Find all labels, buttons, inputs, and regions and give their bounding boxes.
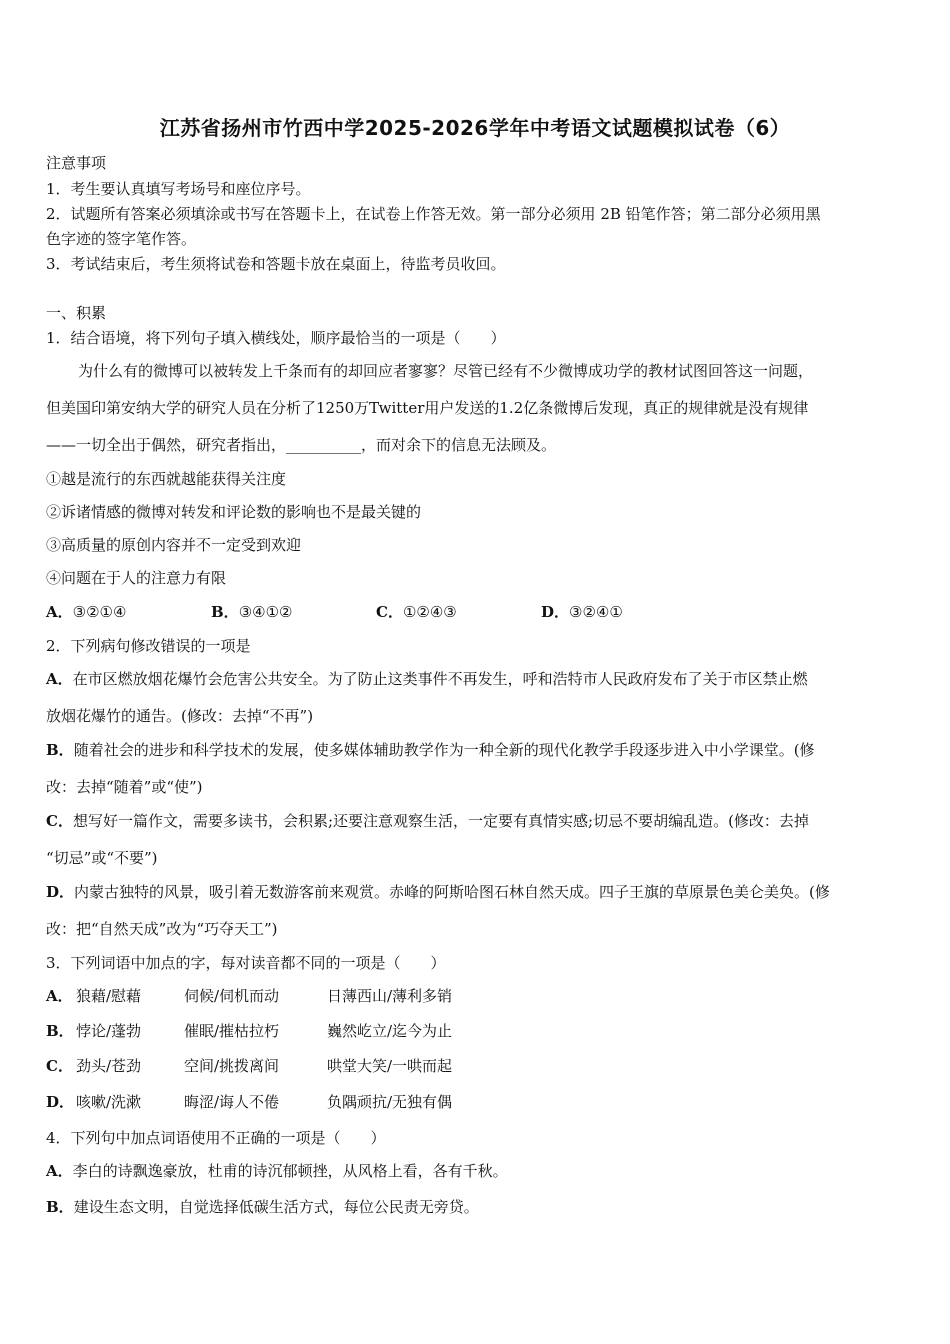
q1-passage-line: ——一切全出于偶然，研究者指出，__________，而对余下的信息无法顾及。 [46,436,557,454]
exam-page: 江苏省扬州市竹西中学2025-2026学年中考语文试题模拟试卷（6） 注意事项 1．考生要认真填写考场号和座位序号。 2．试题所有答案必须填涂或书写在答题卡上，在试卷上作答无效。第一部分必须用 2B 铅笔作答；第二部分必须用黑 色字迹的签字笔作答。 3．考试结束后，考生须将试卷和答题卡放在桌面上，待监考员收回。 一、积累 1．结合语境，将下列句子填入横线处，顺序最恰当的一项是（ ） 为什么有的微博可以被转发上千条而有的却回应者寥寥？尽管已经有不少微博成功学的教材试图回答这一问题， 但美国印第安纳大学的研究人员在分析了1250万Twitter用户发送的1.2亿条微博后发现，真正的规律就是没有规律 ——一切全出于偶然，研究者指出，__________，而对余下的信息无法顾及。 ①越是流行的东西就越能获得关注度 ②诉诸情感的微博对转发和评论数的影响也不是最关键的 ③高质量的原创内容并不一定受到欢迎 ④问题在于人的注意力有限 A．③②①④ B．③④①② C．①②④③ D．③②④① 2．下列病句修改错误的一项是 A．在市区燃放烟花爆竹会危害公共安全。为了防止这类事件不再发生，呼和浩特市人民政府发布了关于市区禁止燃 放烟花爆竹的通告。(修改：去掉“不再”) B．随着社会的进步和科学技术的发展，使多媒体辅助教学作为一种全新的现代化教学手段逐步进入中小学课堂。(修 改：去掉“随着”或“使”) C．想写好一篇作文，需要多读书，会积累;还要注意观察生活，一定要有真情实感;切忌不要胡编乱造。(修改：去掉 “切忌”或“不要”) D．内蒙古独特的风景，吸引着无数游客前来观赏。赤峰的阿斯哈图石林自然天成。四子王旗的草原景色美仑美奂。(修 改：把“自然天成”改为“巧夺天工”) 3．下列词语中加点的字，每对读音都不同的一项是（ ） A． 狼藉/慰藉 伺候/伺机而动 日薄西山/薄利多销 B． 悖论/蓬勃 催眠/摧枯拉朽 巍然屹立/迄今为止 C． 劲头/苍劲 空间/挑拨离间 哄堂大笑/一哄而起 D． 咳嗽/洗漱 晦涩/诲人不倦 负隅顽抗/无独有偶 4．下列句中加点词语使用不正确的一项是（ ） A．李白的诗飘逸豪放，杜甫的诗沉郁顿挫，从风格上看，各有千秋。 B．建设生态文明，自觉选择低碳生活方式，每位公民责无旁贷。 [0,0,950,1344]
notice-heading: 注意事项 [46,154,107,172]
q4-option-a: A．李白的诗飘逸豪放，杜甫的诗沉郁顿挫，从风格上看，各有千秋。 [46,1162,508,1180]
q1-option-d: D．③②④① [541,603,623,621]
question-3-stem: 3．下列词语中加点的字，每对读音都不同的一项是（ ） [46,954,446,972]
q2-option-b: B．随着社会的进步和科学技术的发展，使多媒体辅助教学作为一种全新的现代化教学手段逐步进入中小学课堂。(修 [46,741,815,759]
notice-item: 色字迹的签字笔作答。 [46,230,197,248]
q1-sentence-2: ②诉诸情感的微博对转发和评论数的影响也不是最关键的 [46,503,422,521]
q1-passage-line: 为什么有的微博可以被转发上千条而有的却回应者寥寥？尽管已经有不少微博成功学的教材试图回答这一问题， [78,362,814,380]
q2-option-c-cont: “切忌”或“不要”) [46,849,158,867]
page-title: 江苏省扬州市竹西中学2025-2026学年中考语文试题模拟试卷（6） [159,116,791,140]
notice-item: 3．考试结束后，考生须将试卷和答题卡放在桌面上，待监考员收回。 [46,255,506,273]
q2-option-a-cont: 放烟花爆竹的通告。(修改：去掉“不再”) [46,707,314,725]
q1-sentence-1: ①越是流行的东西就越能获得关注度 [46,470,287,488]
question-1-stem: 1．结合语境，将下列句子填入横线处，顺序最恰当的一项是（ ） [46,329,506,347]
q2-option-a: A．在市区燃放烟花爆竹会危害公共安全。为了防止这类事件不再发生，呼和浩特市人民政府发布了关于市区禁止燃 [46,670,808,688]
q2-option-d-cont: 改：把“自然天成”改为“巧夺天工”) [46,920,278,938]
q1-passage-line: 但美国印第安纳大学的研究人员在分析了1250万Twitter用户发送的1.2亿条微博后发现，真正的规律就是没有规律 [46,399,809,417]
notice-item: 2．试题所有答案必须填涂或书写在答题卡上，在试卷上作答无效。第一部分必须用 2B 铅笔作答；第二部分必须用黑 [46,205,821,223]
q2-option-b-cont: 改：去掉“随着”或“使”) [46,778,203,796]
section-heading: 一、积累 [46,304,107,322]
q1-option-b: B．③④①② [211,603,293,621]
q1-sentence-4: ④问题在于人的注意力有限 [46,569,227,587]
question-2-stem: 2．下列病句修改错误的一项是 [46,637,251,655]
q1-option-c: C．①②④③ [376,603,457,621]
question-4-stem: 4．下列句中加点词语使用不正确的一项是（ ） [46,1129,386,1147]
q2-option-c: C．想写好一篇作文，需要多读书，会积累;还要注意观察生活，一定要有真情实感;切忌不要胡编乱造。(修改：去掉 [46,812,809,830]
q4-option-b: B．建设生态文明，自觉选择低碳生活方式，每位公民责无旁贷。 [46,1198,479,1216]
q1-option-a: A．③②①④ [46,603,127,621]
notice-item: 1．考生要认真填写考场号和座位序号。 [46,180,311,198]
q2-option-d: D．内蒙古独特的风景，吸引着无数游客前来观赏。赤峰的阿斯哈图石林自然天成。四子王旗的草原景色美仑美奂。(修 [46,883,830,901]
q1-sentence-3: ③高质量的原创内容并不一定受到欢迎 [46,536,302,554]
